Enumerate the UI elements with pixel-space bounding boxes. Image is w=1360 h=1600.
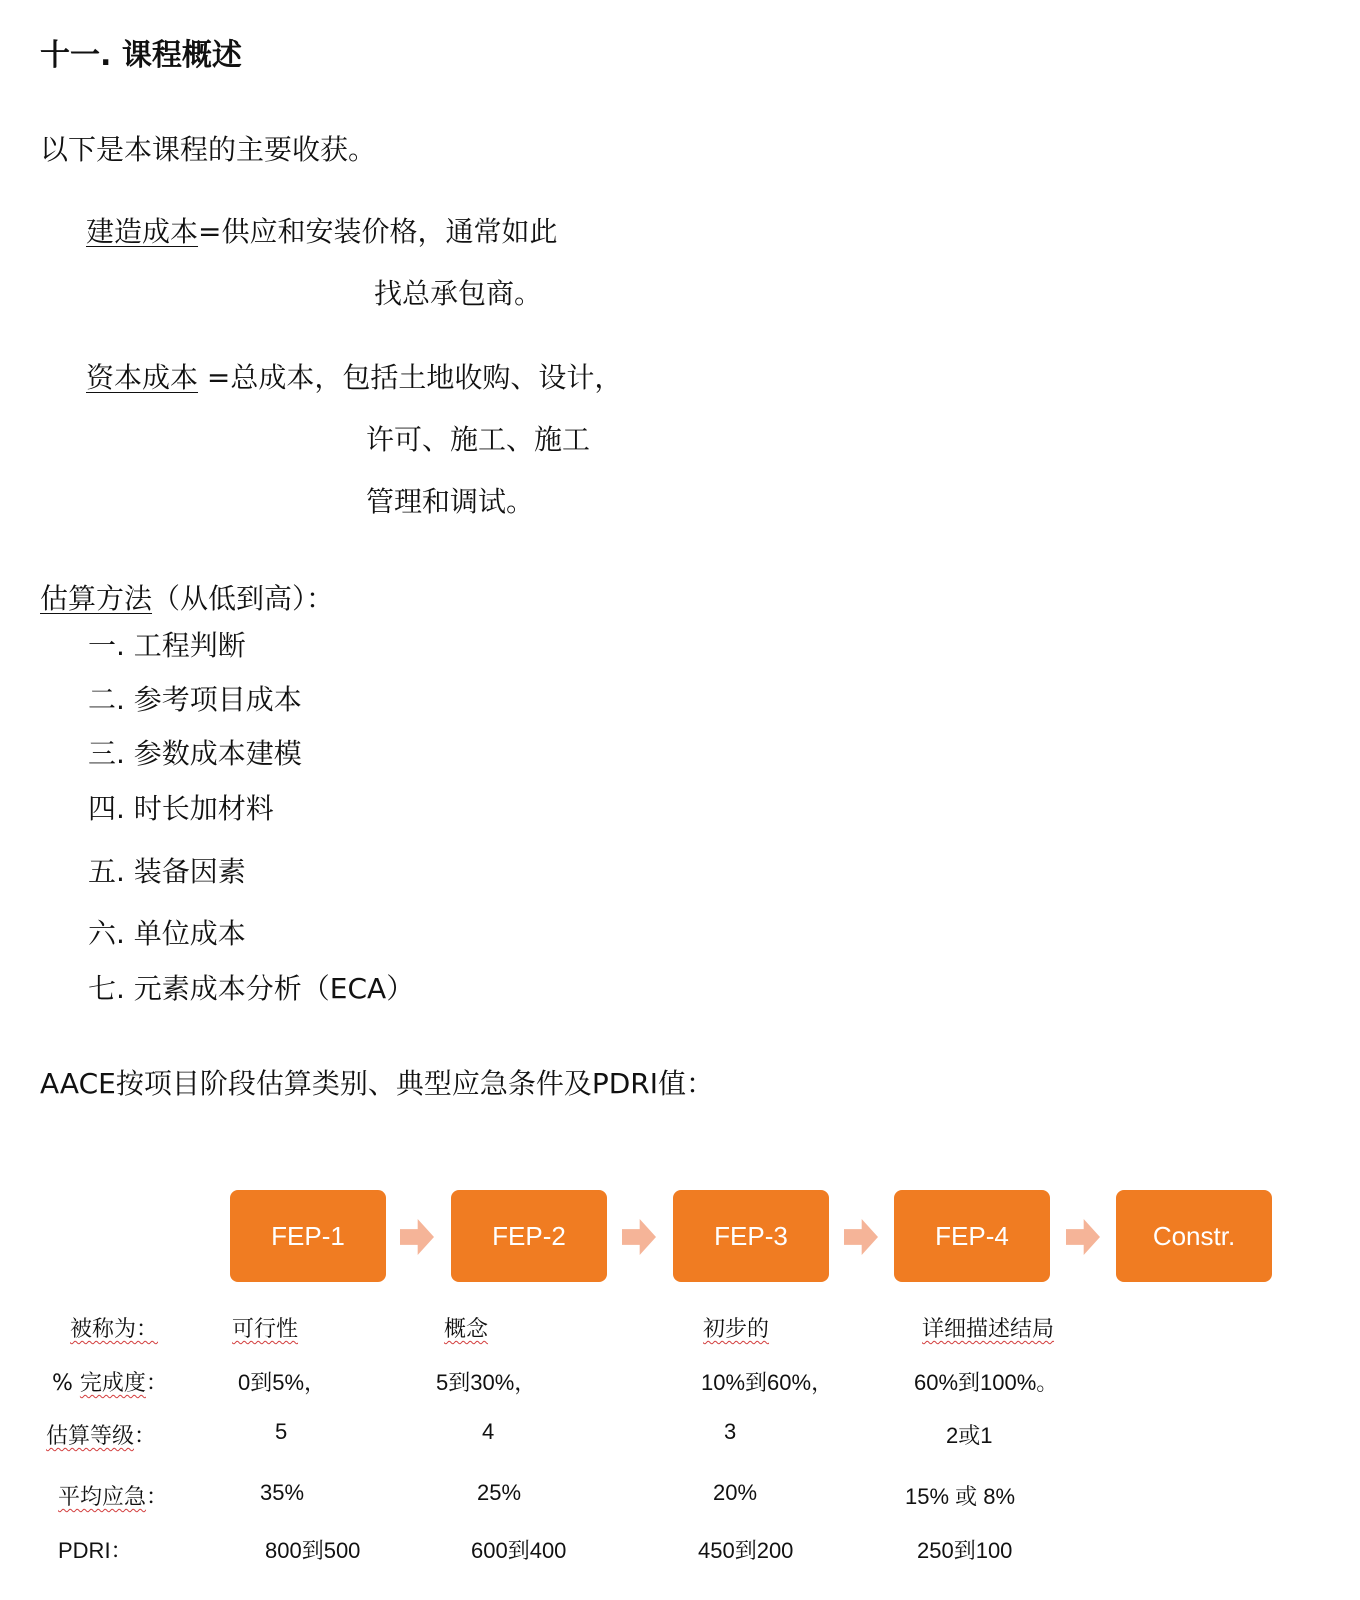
- contingency-label-suffix: ：: [146, 1485, 169, 1510]
- section-title: 十一. 课程概述: [40, 38, 242, 73]
- known-as-value: 详细描述结局: [922, 1317, 1055, 1342]
- class-label-text: 估算等级: [46, 1424, 135, 1449]
- known-as-cell: [444, 1312, 488, 1343]
- known-as-label-text: 被称为：: [70, 1317, 159, 1342]
- pdri-value: 450到200: [698, 1538, 794, 1563]
- class-label-suffix: ：: [134, 1424, 157, 1449]
- capital-cost-line2: 许可、施工、施工: [366, 423, 591, 456]
- methods-heading: [40, 577, 334, 617]
- pdri-value: 600到400: [471, 1538, 567, 1563]
- contingency-value: 25%: [477, 1480, 522, 1505]
- completion-label-text: 完成度: [79, 1371, 146, 1396]
- phase-box-fep4: FEP-4: [894, 1190, 1050, 1282]
- completion-value: 10%到60%，: [701, 1370, 834, 1395]
- contingency-label: [58, 1480, 168, 1511]
- known-as-value: 可行性: [232, 1317, 299, 1342]
- arrow-right-icon: [1066, 1219, 1100, 1255]
- completion-label-suffix: ：: [145, 1371, 168, 1396]
- known-as-cell: [232, 1312, 298, 1343]
- construction-cost-definition: [86, 210, 557, 250]
- phase-box-fep2: FEP-2: [451, 1190, 607, 1282]
- construction-cost-line2: 找总承包商。: [374, 277, 543, 310]
- known-as-cell: [703, 1312, 769, 1343]
- capital-cost-definition: [86, 356, 622, 396]
- aace-heading: AACE按项目阶段估算类别、典型应急条件及PDRI值：: [40, 1067, 714, 1100]
- phase-box-fep1: FEP-1: [230, 1190, 386, 1282]
- class-value: 2或1: [946, 1423, 993, 1448]
- capital-cost-term: 资本成本: [86, 361, 199, 394]
- class-label: [46, 1419, 156, 1450]
- intro-text: 以下是本课程的主要收获。: [40, 133, 377, 166]
- known-as-value: 初步的: [703, 1317, 770, 1342]
- phase-box-construction: Constr.: [1116, 1190, 1272, 1282]
- known-as-label: [70, 1312, 158, 1343]
- class-value: 5: [275, 1419, 288, 1444]
- method-item: 二. 参考项目成本: [88, 683, 302, 716]
- class-value: 4: [482, 1419, 495, 1444]
- class-value: 3: [724, 1419, 737, 1444]
- completion-value: 60%到100%。: [914, 1370, 1059, 1395]
- contingency-value: 35%: [260, 1480, 305, 1505]
- methods-heading-term: 估算方法: [40, 582, 153, 615]
- completion-label-prefix: %: [52, 1371, 80, 1396]
- construction-cost-term: 建造成本: [86, 215, 199, 248]
- completion-value: 0到5%，: [238, 1370, 327, 1395]
- known-as-value: 概念: [444, 1317, 489, 1342]
- capital-cost-line3: 管理和调试。: [366, 485, 535, 518]
- arrow-right-icon: [400, 1219, 434, 1255]
- phase-box-fep3: FEP-3: [673, 1190, 829, 1282]
- arrow-right-icon: [622, 1219, 656, 1255]
- method-item: 五. 装备因素: [88, 855, 246, 888]
- methods-heading-rest: （从低到高）：: [152, 582, 335, 615]
- known-as-cell: [922, 1312, 1054, 1343]
- contingency-label-text: 平均应急: [58, 1485, 147, 1510]
- completion-value: 5到30%，: [436, 1370, 537, 1395]
- method-item: 四. 时长加材料: [88, 792, 274, 825]
- pdri-label: PDRI：: [58, 1538, 133, 1563]
- completion-label: [52, 1366, 168, 1397]
- pdri-value: 800到500: [265, 1538, 361, 1563]
- method-item: 一. 工程判断: [88, 629, 246, 662]
- method-item: 六. 单位成本: [88, 917, 246, 950]
- contingency-value: 15% 或 8%: [905, 1484, 1016, 1509]
- method-item: 七. 元素成本分析（ECA）: [88, 972, 415, 1005]
- capital-cost-line1: =总成本，包括土地收购、设计，: [198, 361, 623, 394]
- pdri-value: 250到100: [917, 1538, 1013, 1563]
- contingency-value: 20%: [713, 1480, 758, 1505]
- method-item: 三. 参数成本建模: [88, 737, 302, 770]
- arrow-right-icon: [844, 1219, 878, 1255]
- construction-cost-line1: =供应和安装价格，通常如此: [198, 215, 558, 248]
